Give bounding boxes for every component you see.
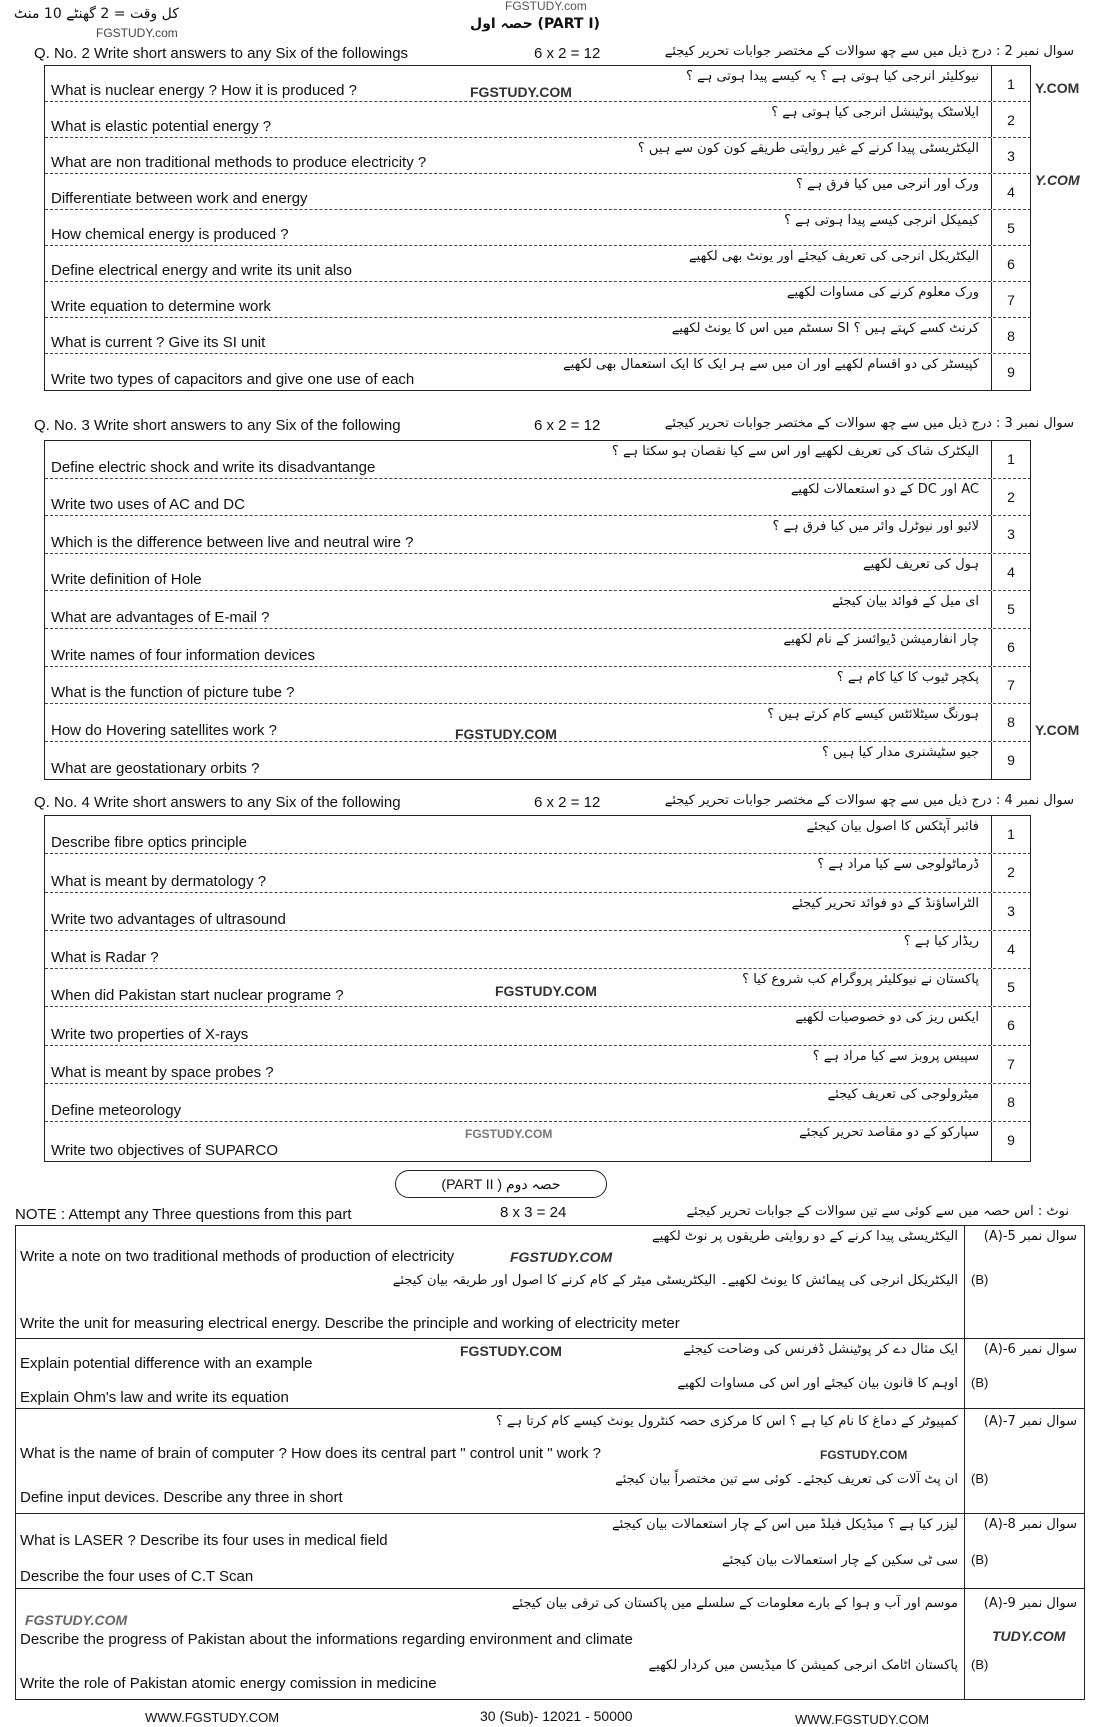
watermark: FGSTUDY.COM (470, 84, 572, 100)
question-row (45, 667, 1031, 705)
question-number: 4 (991, 174, 1031, 209)
question-text-ur: چار انفارمیشن ڈیوائسز کے نام لکھیے (783, 631, 979, 647)
question-text-ur: الیکٹرک شاک کی تعریف لکھیے اور اس سے کیا نقصان ہو سکتا ہے ؟ (611, 444, 979, 459)
long-question-row (16, 1409, 1084, 1514)
label-a: سوال نمبر 9-(A) (983, 1596, 1077, 1611)
question-number: 2 (991, 479, 1031, 516)
question-row (45, 318, 1031, 354)
question-text-en: Describe fibre optics principle (51, 834, 247, 852)
question-row (45, 816, 1031, 854)
question-text-en: What is meant by dermatology ? (51, 872, 267, 890)
question-text-ur: AC اور DC کے دو استعمالات لکھیے (790, 481, 979, 497)
label-b: (B) (971, 1375, 989, 1390)
question-header (34, 43, 1084, 63)
part-a-urdu: موسم اور آب و ہوا کے بارے معلومات کے سلسلے میں پاکستان کی ترقی بیان کیجئے (511, 1596, 958, 1611)
question-row (45, 246, 1031, 282)
part2-label: (PART II ) حصہ دوم (395, 1170, 607, 1198)
question-text-ur: ورک اور انرجی میں کیا فرق ہے ؟ (795, 177, 979, 192)
part-b-urdu: ان پٹ آلات کی تعریف کیجئے۔ کوئی سے تین مختصراً بیان کیجئے (615, 1472, 958, 1487)
site-watermark-top: FGSTUDY.com (505, 0, 587, 13)
question-text-en: Write two types of capacitors and give one use of each (51, 371, 415, 388)
question-urdu-title: سوال نمبر 4 : درج ذیل میں سے چھ سوالات کے مختصر جوابات تحریر کیجئے (664, 793, 1074, 808)
question-number: 4 (991, 554, 1031, 591)
long-question-row (16, 1226, 1084, 1339)
question-text-ur: الٹراساؤنڈ کے دو فوائد تحریر کیجئے (791, 895, 979, 911)
question-number: 6 (991, 246, 1031, 281)
question-text-en: When did Pakistan start nuclear programe ? (51, 987, 344, 1005)
part-b-urdu: سی ٹی سکین کے چار استعمالات بیان کیجئے (722, 1553, 958, 1568)
label-a: سوال نمبر 7-(A) (983, 1414, 1077, 1429)
question-text-en: Which is the difference between live and neutral wire ? (51, 533, 414, 551)
question-row (45, 282, 1031, 318)
question-row (45, 591, 1031, 629)
question-label (964, 1589, 1085, 1699)
watermark: FGSTUDY.COM (495, 983, 597, 999)
site-watermark-sub: FGSTUDY.com (96, 26, 178, 40)
part-b-english: Describe the four uses of C.T Scan (20, 1568, 254, 1585)
question-text-ur: پاکستان نے نیوکلیئر پروگرام کب شروع کیا ؟ (742, 972, 979, 988)
question-text-en: Differentiate between work and energy (51, 190, 308, 207)
part2-urdu-note: نوٹ : اس حصہ میں سے کوئی سے تین سوالات کے جوابات تحریر کیجئے (686, 1204, 1069, 1219)
question-row (45, 629, 1031, 667)
part-a-english: Explain potential difference with an example (20, 1355, 313, 1372)
part-a-english: Describe the progress of Pakistan about the informations regarding environment and climate (20, 1631, 633, 1648)
question-text-ur: ہول کی تعریف لکھیے (862, 556, 979, 572)
long-question-row (16, 1589, 1084, 1699)
part-a-english: What is LASER ? Describe its four uses in medical field (20, 1532, 388, 1549)
question-title: Q. No. 2 Write short answers to any Six of the followings (34, 45, 409, 62)
question-text-en: Write definition of Hole (51, 571, 202, 589)
question-marks: 6 x 2 = 12 (534, 794, 601, 811)
question-text-en: Write names of four information devices (51, 646, 316, 664)
question-label (964, 1339, 1085, 1408)
question-number: 2 (991, 854, 1031, 891)
question-text-ur: پکچر ٹیوب کا کیا کام ہے ؟ (836, 669, 979, 685)
question-number: 7 (991, 282, 1031, 317)
watermark: FGSTUDY.COM (465, 1127, 553, 1141)
question-text-ur: نیوکلیئر انرجی کیا ہوتی ہے ؟ یہ کیسے پیدا ہوتی ہے ؟ (686, 69, 979, 84)
footer-code: 30 (Sub)- 12021 - 50000 (480, 1708, 633, 1724)
part2-marks: 8 x 3 = 24 (500, 1204, 567, 1221)
part-b-english: Write the role of Pakistan atomic energy comission in medicine (20, 1675, 437, 1692)
question-header (34, 792, 1084, 812)
question-number: 5 (991, 969, 1031, 1006)
question-number: 3 (991, 893, 1031, 930)
edge-watermark: Y.COM (1035, 80, 1080, 96)
question-number: 6 (991, 1007, 1031, 1044)
question-text-ur: کرنٹ کسے کہتے ہیں ؟ SI سسٹم میں اس کا یونٹ لکھیے (671, 321, 979, 336)
question-text-ur: سپارکو کے دو مقاصد تحریر کیجئے (799, 1125, 979, 1141)
label-b: (B) (971, 1471, 989, 1486)
question-urdu-title: سوال نمبر 3 : درج ذیل میں سے چھ سوالات کے مختصر جوابات تحریر کیجئے (664, 416, 1074, 431)
question-row (45, 854, 1031, 892)
question-text-en: How do Hovering satellites work ? (51, 721, 277, 739)
question-text-en: What is Radar ? (51, 949, 159, 967)
question-text-ur: فائبر آپٹکس کا اصول بیان کیجئے (806, 819, 979, 834)
question-text-ur: کیمیکل انرجی کیسے پیدا ہوتی ہے ؟ (784, 213, 979, 228)
question-row (45, 210, 1031, 246)
part-b-urdu: پاکستان اٹامک انرجی کمیشن کا میڈیسن میں کردار لکھیے (648, 1658, 958, 1673)
part-b-english: Explain Ohm's law and write its equation (20, 1389, 289, 1406)
question-text-en: What are geostationary orbits ? (51, 760, 260, 778)
question-text-en: Define meteorology (51, 1102, 182, 1120)
question-text-en: What are advantages of E-mail ? (51, 608, 270, 626)
question-number: 9 (991, 354, 1031, 390)
question-text-ur: سپیس پروبز سے کیا مراد ہے ؟ (812, 1048, 979, 1064)
label-b: (B) (971, 1272, 989, 1287)
question-text-ur: ایکس ریز کی دو خصوصیات لکھیے (795, 1010, 979, 1026)
question-text-en: Write two properties of X-rays (51, 1025, 249, 1043)
question-number: 8 (991, 704, 1031, 741)
long-question-row (16, 1514, 1084, 1589)
question-text-en: Define electric shock and write its disadvantange (51, 458, 376, 476)
question-number: 8 (991, 318, 1031, 353)
question-row (45, 441, 1031, 479)
watermark: FGSTUDY.COM (460, 1343, 562, 1359)
question-number: 3 (991, 138, 1031, 173)
question-number: 9 (991, 742, 1031, 780)
question-text-en: What is current ? Give its SI unit (51, 334, 266, 351)
part-b-urdu: اوہم کا قانون بیان کیجئے اور اس کی مساوات لکھیے (677, 1376, 958, 1391)
question-text-en: What is the function of picture tube ? (51, 684, 295, 702)
question-number: 8 (991, 1084, 1031, 1121)
question-title: Q. No. 4 Write short answers to any Six of the following (34, 794, 401, 811)
question-text-ur: جیو سٹیشنری مدار کیا ہیں ؟ (821, 744, 979, 760)
question-text-ur: ورک معلوم کرنے کی مساوات لکھیے (786, 285, 979, 300)
edge-watermark: Y.COM (1035, 722, 1080, 738)
label-a: سوال نمبر 5-(A) (983, 1229, 1077, 1244)
edge-watermark: Y.COM (1035, 172, 1080, 188)
question-text-ur: کپیسٹر کی دو اقسام لکھیے اور ان میں سے ہر ایک کا ایک استعمال بھی لکھیے (563, 357, 979, 372)
question-marks: 6 x 2 = 12 (534, 417, 601, 434)
part-a-urdu: لیزر کیا ہے ؟ میڈیکل فیلڈ میں اس کے چار استعمالات بیان کیجئے (611, 1517, 958, 1532)
question-number: 6 (991, 629, 1031, 666)
part2-table (15, 1225, 1085, 1700)
question-text-en: How chemical energy is produced ? (51, 226, 289, 243)
question-row (45, 554, 1031, 592)
part2-note: NOTE : Attempt any Three questions from this part (15, 1206, 352, 1223)
question-text-ur: ای میل کے فوائد بیان کیجئے (831, 594, 979, 610)
question-row (45, 893, 1031, 931)
question-number: 1 (991, 816, 1031, 853)
question-text-en: What is elastic potential energy ? (51, 118, 272, 135)
question-number: 1 (991, 441, 1031, 478)
question-text-ur: الیکٹریسٹی پیدا کرنے کے غیر روایتی طریقے کون کون سے ہیں ؟ (637, 141, 979, 156)
question-text-en: Define electrical energy and write its unit also (51, 262, 352, 279)
question-text-en: Write two objectives of SUPARCO (51, 1141, 279, 1159)
question-text-ur: ڈرماٹولوجی سے کیا مراد ہے ؟ (817, 857, 979, 873)
question-label (964, 1514, 1085, 1588)
question-text-en: What is meant by space probes ? (51, 1064, 274, 1082)
question-row (45, 138, 1031, 174)
question-label (964, 1226, 1085, 1338)
part1-title: (PART I) حصہ اول (470, 16, 600, 32)
watermark: FGSTUDY.COM (455, 726, 557, 742)
question-row (45, 354, 1031, 390)
question-table (44, 65, 1031, 391)
question-row (45, 1046, 1031, 1084)
question-text-en: What are non traditional methods to produce electricity ? (51, 154, 427, 171)
label-b: (B) (971, 1657, 989, 1672)
question-row (45, 1084, 1031, 1122)
question-label (964, 1409, 1085, 1513)
question-text-ur: ایلاسٹک پوٹینشل انرجی کیا ہوتی ہے ؟ (771, 105, 979, 120)
edge-watermark: TUDY.COM (992, 1628, 1066, 1644)
part-a-urdu: کمپیوٹر کے دماغ کا نام کیا ہے ؟ اس کا مرکزی حصہ کنٹرول یونٹ کیسے کام کرتا ہے ؟ (495, 1414, 958, 1429)
watermark: FGSTUDY.COM (25, 1612, 128, 1628)
question-urdu-title: سوال نمبر 2 : درج ذیل میں سے چھ سوالات کے مختصر جوابات تحریر کیجئے (664, 44, 1074, 59)
question-row (45, 516, 1031, 554)
footer-right: WWW.FGSTUDY.COM (795, 1712, 930, 1727)
question-marks: 6 x 2 = 12 (534, 45, 601, 62)
question-text-en: Write equation to determine work (51, 298, 271, 315)
question-number: 4 (991, 931, 1031, 968)
question-text-ur: لائیو اور نیوٹرل وائر میں کیا فرق ہے ؟ (772, 519, 979, 535)
question-header (34, 415, 1084, 435)
question-number: 5 (991, 210, 1031, 245)
question-text-ur: میٹرولوجی کی تعریف کیجئے (827, 1087, 979, 1103)
part-a-english: Write a note on two traditional methods of production of electricity (20, 1248, 455, 1265)
question-text-ur: الیکٹریکل انرجی کی تعریف کیجئے اور یونٹ بھی لکھیے (689, 249, 979, 264)
question-title: Q. No. 3 Write short answers to any Six of the following (34, 417, 401, 434)
question-text-en: What is nuclear energy ? How it is produced ? (51, 82, 357, 99)
label-b: (B) (971, 1552, 989, 1567)
footer-left: WWW.FGSTUDY.COM (145, 1710, 280, 1725)
part-b-urdu: الیکٹریکل انرجی کی پیمائش کا یونٹ لکھیے۔ الیکٹریسٹی میٹر کے کام کرنے کا اصول اور طریقہ بیان کیجئے (392, 1273, 958, 1288)
question-number: 3 (991, 516, 1031, 553)
question-text-ur: ریڈار کیا ہے ؟ (903, 933, 979, 949)
watermark: FGSTUDY.COM (510, 1249, 613, 1265)
question-number: 7 (991, 667, 1031, 704)
question-number: 1 (991, 66, 1031, 101)
part-a-urdu: الیکٹریسٹی پیدا کرنے کے دو روایتی طریقوں پر نوٹ لکھیے (652, 1229, 958, 1244)
question-row (45, 1007, 1031, 1045)
question-number: 7 (991, 1046, 1031, 1083)
question-row (45, 102, 1031, 138)
part-b-english: Write the unit for measuring electrical energy. Describe the principle and working of electricity meter (20, 1315, 680, 1332)
label-a: سوال نمبر 8-(A) (983, 1517, 1077, 1532)
question-number: 2 (991, 102, 1031, 137)
question-row (45, 742, 1031, 780)
label-a: سوال نمبر 6-(A) (983, 1342, 1077, 1357)
question-text-en: Write two uses of AC and DC (51, 496, 245, 514)
question-text-en: Write two advantages of ultrasound (51, 910, 286, 928)
total-time: کل وقت = 2 گھنٹے 10 منٹ (14, 6, 179, 22)
part-b-english: Define input devices. Describe any three in short (20, 1489, 343, 1506)
part-a-english: What is the name of brain of computer ? How does its central part " control unit " work ? (20, 1445, 601, 1462)
question-text-ur: ہورنگ سیٹلائٹس کیسے کام کرتے ہیں ؟ (767, 707, 979, 723)
question-row (45, 174, 1031, 210)
question-row (45, 479, 1031, 517)
question-row (45, 931, 1031, 969)
part-a-urdu: ایک مثال دے کر پوٹینشل ڈفرنس کی وضاحت کیجئے (683, 1342, 958, 1357)
question-number: 5 (991, 591, 1031, 628)
watermark: FGSTUDY.COM (820, 1448, 908, 1462)
question-number: 9 (991, 1122, 1031, 1160)
